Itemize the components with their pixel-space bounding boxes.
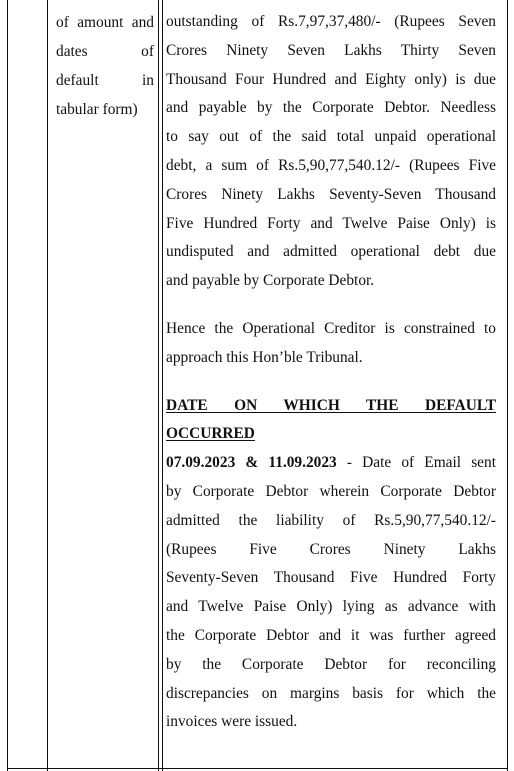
tribunal-paragraph [166, 315, 496, 373]
paragraph-spacer [166, 373, 496, 392]
label-line: dates of [56, 43, 154, 60]
paragraph-line [166, 449, 496, 478]
particulars-label-cell [56, 8, 154, 124]
paragraph-line: (Rupees Five Crores Ninety Lakhs [166, 540, 496, 558]
paragraph-line: outstanding of Rs.7,97,37,480/- (Rupees Seven [166, 13, 496, 30]
paragraph-line: debt, a sum of Rs.5,90,77,540.12/- (Rupees Five [166, 156, 496, 174]
paragraph-line: Hence the Operational Creditor is constrained to [166, 319, 496, 337]
paragraph-line: to say out of the said total unpaid operational [166, 128, 496, 146]
table-column-divider-2b [162, 0, 163, 771]
paragraph-line: and payable by the Corporate Debtor. Needless [166, 99, 496, 117]
paragraph-line: by Corporate Debtor wherein Corporate Debtor [166, 482, 496, 500]
default-date-section [166, 392, 496, 738]
paragraph-line: undisputed and admitted operational debt due [166, 243, 496, 261]
outstanding-paragraph [166, 8, 496, 296]
paragraph-line: and Twelve Paise Only) lying as advance with [166, 598, 496, 616]
details-cell [166, 8, 496, 737]
section-heading: DATE ON WHICH THE DEFAULT [166, 396, 496, 414]
paragraph-spacer [166, 296, 496, 315]
paragraph-line: Seventy-Seven Thousand Five Hundred Forty [166, 569, 496, 587]
table-bottom-border [7, 768, 508, 769]
paragraph-line: Five Hundred Forty and Twelve Paise Only) is [166, 214, 496, 232]
paragraph-line: approach this Hon’ble Tribunal. [166, 348, 363, 366]
label-line: tabular form) [56, 101, 138, 118]
default-dates: 07.09.2023 & 11.09.2023 [166, 454, 337, 472]
paragraph-line: Crores Ninety Seven Lakhs Thirty Seven [166, 41, 496, 59]
paragraph-line: discrepancies on margins basis for which the [166, 684, 496, 702]
paragraph-line: and payable by Corporate Debtor. [166, 272, 375, 290]
table-left-border [7, 0, 8, 771]
paragraph-line: Thousand Four Hundred and Eighty only) is due [166, 70, 496, 88]
paragraph-line: the Corporate Debtor and it was further agreed [166, 626, 496, 644]
paragraph-line: Crores Ninety Lakhs Seventy-Seven Thousand [166, 185, 496, 203]
table-column-divider-1 [47, 0, 48, 771]
section-heading: OCCURRED [166, 425, 255, 443]
label-line: default in [56, 72, 154, 89]
email-description: - Date of Email sent [336, 454, 496, 472]
paragraph-line: invoices were issued. [166, 713, 298, 731]
table-column-divider-2a [158, 0, 159, 771]
paragraph-line: admitted the liability of Rs.5,90,77,540.12/- [166, 511, 496, 529]
table-right-border [507, 0, 508, 771]
label-line: of amount and [56, 14, 154, 31]
paragraph-line: by the Corporate Debtor for reconciling [166, 655, 496, 673]
